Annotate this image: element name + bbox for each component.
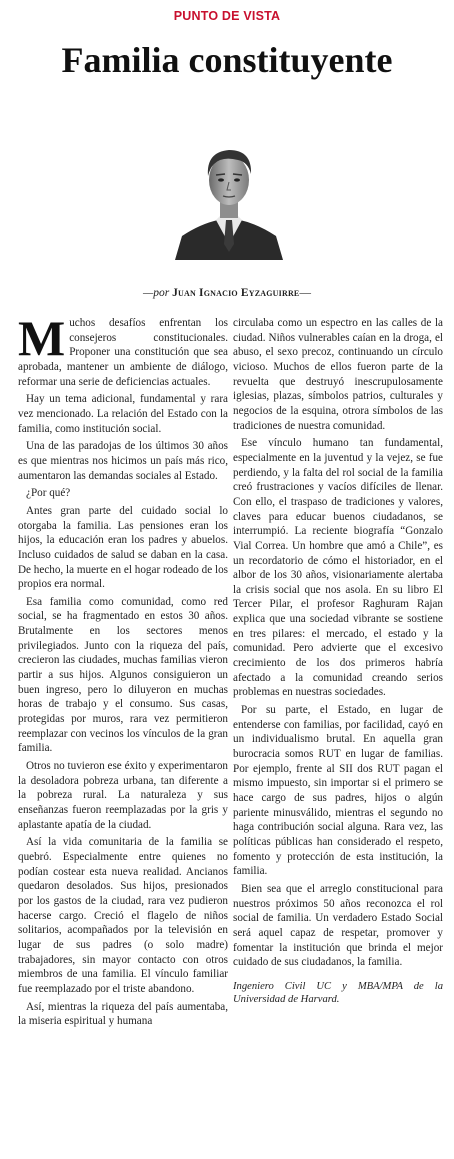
byline-prefix: —por	[143, 287, 170, 299]
paragraph-3: Una de las paradojas de los últimos 30 años es que mientras nos hicimos un país más rico, aumentaron las demandas sociales al Estado.	[18, 440, 228, 482]
paragraph-12: Bien sea que el arreglo constitucional para nuestros próximos 50 años reconozca el rol social de familia. Un verdadero Estado Social será aquel capaz de respetar, promover y fomentar la institución que brinda el mejor cuidado de sus ciudadanos, la familia.	[233, 882, 443, 969]
paragraph-11: Por su parte, el Estado, en lugar de entenderse con familias, por facilidad, cayó en un individualismo brutal. En aquella gran burocracia somos RUT en lugar de familias. Por ejemplo, frente al SII dos RUT pagan el mismo impuesto, sin importar si el primero se hace cargo de sus padres, hijos o algún pariente minusválido, mientras el segundo no haga contribución social alguna. Rara vez, las políticas públicas han considerado el respeto, fomento y protección de esta institución, la familia.	[233, 704, 443, 878]
paragraph-5: Antes gran parte del cuidado social lo otorgaba la familia. Las pensiones eran los hijos, la educación eran los padres y abuelos. Incluso cuidados de salud se daban en la casa. De hecho, la muerte en el hogar rodeado de los propios era normal.	[18, 504, 228, 591]
article-column-right	[233, 316, 443, 1010]
author-name: Juan Ignacio Eyzaguirre	[172, 287, 300, 299]
paragraph-7: Otros no tuvieron ese éxito y experimentaron la desoladora pobreza urbana, tan diferente a la pobreza rural. La naturaleza y sus enseñanzas fueron reemplazadas por la gris y aplastante apatía de la ciudad.	[18, 760, 228, 831]
headline: Familia constituyente	[61, 40, 393, 80]
paragraph-9: Así, mientras la riqueza del país aumentaba, la miseria espiritual y humana	[18, 1000, 228, 1028]
author-signature: Ingeniero Civil UC y MBA/MPA de la Universidad de Harvard.	[233, 980, 443, 1006]
paragraph-4: ¿Por qué?	[26, 487, 71, 500]
paragraph-9-continued: circulaba como un espectro en las calles de la ciudad. Niños vulnerables caían en la droga, el abuso, el sexo precoz, continuando un círculo vicioso. Muchos de ellos fueron parte de la revuelta que destruyó inescrupulosamente iglesias, plazas, símbolos patrios, culturales y negocios de la esquina, otrora símbolos de las tradiciones de nuestra comunidad.	[233, 317, 443, 432]
paragraph-1: Muchos desafíos enfrentan los consejeros constitucionales. Proponer una constitución que sea aprobada, mantener un ambiente de diálogo, reformar una serie de deficiencias actuales.	[18, 310, 228, 388]
byline-suffix: —	[299, 287, 311, 299]
paragraph-8: Así la vida comunitaria de la familia se quebró. Especialmente entre quienes no podían costear esta nueva realidad. Ancianos quedaron desolados. Sus hijos, presionados por los gastos de la ciudad, rara vez pudieron hacerse cargo. Creció el flagelo de niños solitarios, acompañados por la televisión en lugar de sus padres (o solo madre) trabajadores, sin mayor contacto con otros miembros de una familia. El vínculo familiar fue reemplazado por el triste abandono.	[18, 836, 228, 995]
section-label: PUNTO DE VISTA	[173, 9, 281, 23]
byline	[0, 287, 454, 299]
author-portrait	[170, 140, 288, 260]
drop-cap: M	[18, 310, 66, 366]
article-column-left	[18, 310, 228, 1032]
paragraph-6: Esa familia como comunidad, como red social, se ha fragmentado en estos 30 años. Brutalmente en los sectores menos privilegiados. Junto con la riqueza del país, crecieron las ciudades, muchas familias vieron partir a sus hijos. Algunos consiguieron un buen ingreso, pero lo diluyeron en muchas horas de trabajo y el consumo. Sus casas, protegidas por muros, rara vez permitieron reemplazar con vecinos los vínculos de la gran familia.	[18, 595, 228, 755]
paragraph-10: Ese vínculo humano tan fundamental, especialmente en la juventud y la vejez, se fue perdiendo, y la falta del rol social de la familia creó frustraciones y vacíos difíciles de llenar. Con ello, el traspaso de tradiciones y valores, claves para educar buenos ciudadanos, se interrumpió. La reciente biografía “Gonzalo Vial Correa. Un hombre que amó a Chile”, es un recordatorio de cómo el historiador, en el albor de los 30 años, visionariamente alertaba la crisis social que nos asola. En su libro El Tercer Pilar, el profesor Raghuram Rajan explica que una sociedad vibrante se sostiene en tres pilares: el mercado, el estado y la comunidad. Pero advierte que el excesivo crecimiento de los dos primeros habría afectado a la comunidad creando serios problemas en nuestras sociedades.	[233, 437, 443, 699]
paragraph-2: Hay un tema adicional, fundamental y rara vez mencionado. La relación del Estado con la familia, como institución social.	[18, 393, 228, 435]
